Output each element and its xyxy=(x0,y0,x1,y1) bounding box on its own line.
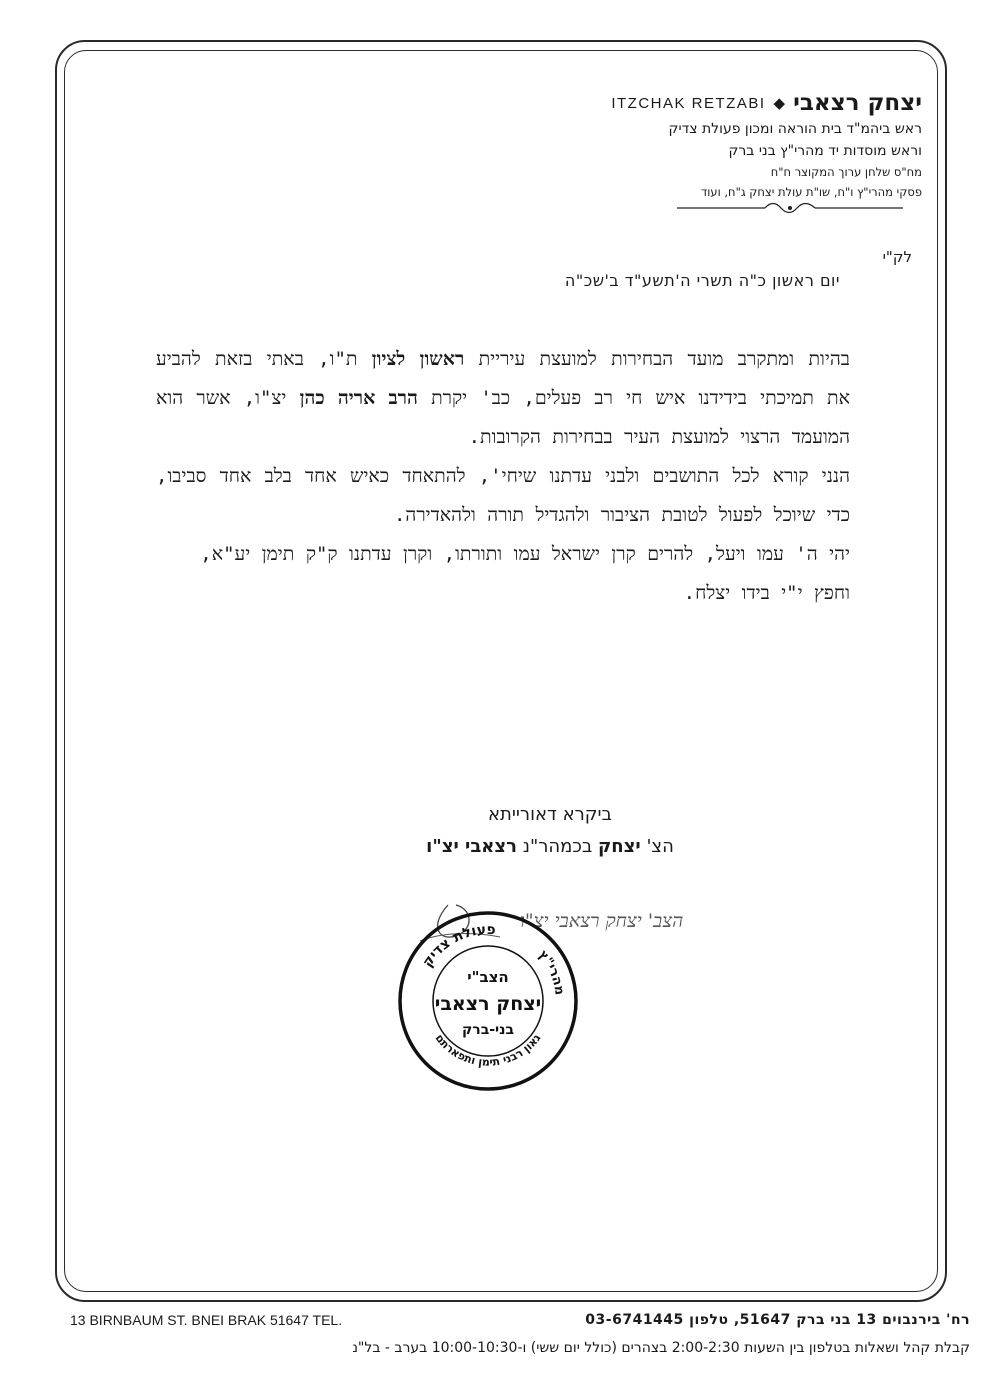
letterhead-name-hebrew: יצחק רצאבי xyxy=(793,90,922,116)
letterhead-title-1: ראש ביהמ"ד בית הוראה ומכון פעולת צדיק xyxy=(668,121,922,137)
candidate-name: הרב אריה כהן xyxy=(299,387,418,409)
stamp-text-top: פעולת צדיק xyxy=(419,921,496,971)
closing-block xyxy=(250,800,850,864)
closing-greeting: ביקרא דאורייתא xyxy=(488,804,612,825)
paragraph-1-part-a: בהיות ומתקרב מועד הבחירות למועצת עיריית xyxy=(478,348,850,370)
signature-text: הצב' יצחק רצאבי יצ"ו xyxy=(520,910,684,932)
stamp-inner-title: הצב"י xyxy=(467,968,509,986)
footer-address-row xyxy=(70,1308,970,1332)
signoff-first-name: יצחק xyxy=(598,836,641,857)
stamp-inner-city: בני-ברק xyxy=(461,1022,515,1038)
rabbinical-stamp xyxy=(397,910,579,1092)
letterhead-title-3: מח"ס שלחן ערוך המקוצר ח"ח xyxy=(770,165,922,179)
city-name: ראשון לציון xyxy=(371,348,465,370)
paragraph-2: הנני קורא לכל התושבים ולבני עדתנו שיחי', להתאחד כאיש אחד בלב אחד סביבו, כדי שיוכל לפעול לטובת הציבור ולהגדיל תורה ולהאדירה. xyxy=(156,465,850,526)
paragraph-1-part-b: ת"ו, באתי בזאת להביע את תמיכתי בידידנו איש חי רב פעלים, כב' יקרת xyxy=(156,348,850,409)
letterhead-name-english: ITZCHAK RETZABI xyxy=(611,94,766,112)
letterhead-title-2: וראש מוסדות יד מהרי"ץ בני ברק xyxy=(728,143,922,159)
footer-address-english: 13 BIRNBAUM ST. BNEI BRAK 51647 TEL. xyxy=(70,1312,343,1328)
letterhead-name-row xyxy=(402,88,922,118)
paragraph-1-part-c: יצ"ו, אשר הוא המועמד הרצוי למועצת העיר בבחירות הקרובות. xyxy=(156,387,850,448)
letterhead-title-4: פסקי מהרי"ץ ו"ח, שו"ת עולת יצחק ג"ח, ועוד xyxy=(701,185,922,199)
diamond-icon: ◆ xyxy=(773,94,786,112)
closing-signoff xyxy=(250,830,850,864)
stamp-inner-name: יצחק רצאבי xyxy=(434,993,542,1015)
footer xyxy=(70,1308,970,1356)
letterhead xyxy=(402,88,922,202)
signoff-prefix: הצ' xyxy=(646,836,674,857)
letterhead-ornament-icon xyxy=(675,200,905,216)
letter-body xyxy=(156,340,850,613)
paragraph-1 xyxy=(156,340,850,457)
reference-mark: לק"י xyxy=(882,248,912,266)
stamp-text-right: מהרי"ץ xyxy=(534,947,567,997)
page-border-inner xyxy=(64,50,938,1292)
paragraph-3: יהי ה' עמו ויעל, להרים קרן ישראל עמו ותורתו, וקרן עדתנו ק"ק תימן יע"א, וחפץ י"י בידו יצלח. xyxy=(200,543,850,604)
signoff-title: בכמהר"נ xyxy=(522,836,593,857)
stamp-text-bottom: גאון רבני תימן ותפארתם xyxy=(432,1031,544,1069)
signoff-surname: רצאבי יצ"ו xyxy=(426,836,517,857)
footer-address-hebrew: רח' בירנבוים 13 בני ברק 51647, טלפון 03-6741445 xyxy=(585,1312,970,1328)
footer-hours: קבלת קהל ושאלות בטלפון בין השעות 2:00-2:30 בצהרים (כולל יום ששי) ו-10:00-10:30 בערב - בל"נ xyxy=(352,1340,970,1356)
letter-date: יום ראשון כ"ה תשרי ה'תשע"ד ב'שכ"ה xyxy=(564,271,840,290)
